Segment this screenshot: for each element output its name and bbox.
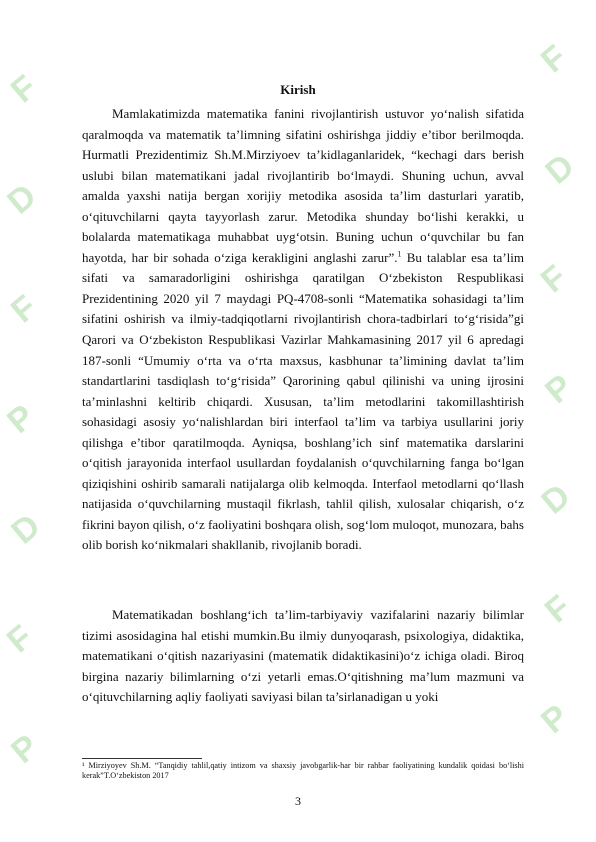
watermark-letter: F [533,37,575,81]
watermark-letter: P [538,367,580,411]
watermark-letter: F [0,617,41,661]
watermark-letter: F [3,287,45,331]
watermark-letter: P [0,397,42,441]
body-paragraph-2: Matematikadan boshlang‘ich ta’lim-tarbiyaviy vazifalarini nazariy bilimlar tizimi asosidagina hal etishi mumkin.Bu ilmiy dunyoqarash, psixologiya, didaktika, matematikani o‘qitish nazariyasini (matematik didaktikasini)o‘z ichiga oladi. Biroq birgina nazariy bilimlarning o‘zi yetarli emas.O‘qitishning ma’lum mazmuni va o‘qituvchilarning aqliy faoliyati saviyasi bilan ta’sirlanadigan u yoki [82,607,524,705]
body-paragraph-1 [82,104,524,556]
watermark-letter: D [538,146,582,192]
watermark-right [533,0,596,842]
footnote-divider [82,758,202,759]
footnote-reference[interactable]: 1 [397,249,402,259]
watermark-letter: D [4,506,48,552]
watermark-letter: P [534,697,576,741]
watermark-letter: F [537,587,579,631]
section-title: Kirish [280,82,316,97]
footnote: ¹ Mirziyoyev Sh.M. “Tanqidiy tahlil,qatiy intizom va shaxsiy javobgarlik-har bir rahbar faoliyatining kundalik qoidasi bo‘lishi kerak”T.O‘zbekiston 2017 [82,761,524,780]
page-number: 3 [295,794,301,808]
watermark-letter: F [533,257,575,301]
watermark-letter: D [534,476,578,522]
watermark-letter: P [4,727,46,771]
paragraph-text: Bu talablar esa ta’lim sifati va samaradorligini oshirishga qaratilgan O‘zbekiston Respublikasi Prezidentining 2020 yil 7 maydagi PQ-4708-sonli “Matematika sohasidagi ta’lim sifatini oshirish va ilmiy-tadqiqotlarni rivojlantirish chora-tadbirlari to‘g‘risida”gi Qarori va O‘zbekiston Respublikasi Vazirlar Mahkamasining 2017 yil 6 apredagi 187-sonli “Umumiy o‘rta va o‘rta maxsus, kasbhunar ta’limining davlat ta’lim standartlarini tasdiqlash to‘g‘risida” Qarorining qabul qilinishi va uning ijrosini ta’minlashni keltirib chiqardi. Xususan, ta’lim metodlarini takomillashtirish sohasidagi asosiy yo‘nalishlardan biri interfaol ta’lim va tarbiya usullarini joriy qilishga e’tibor qaratilmoqda. Ayniqsa, boshlang’ich sinf matematika darslarini o‘qitish jarayonida interfaol usullardan foydalanish o‘quvchilarning fanga bo‘lgan qiziqishini oshirib samarali natijalarga olib kelmoqda. Interfaol metodlarni qo‘llash natijasida o‘quvchilarning mustaqil fikrlash, tahlil qilish, xulosalar chiqarish, o‘z fikrini bayon qilish, o‘z faoliyatini boshqara olish, sog‘lom muloqot, munozara, bahs olib borish ko‘nikmalari shakllanib, rivojlanib boradi. [82,249,524,553]
watermark-left [0,0,60,842]
watermark-letter: F [3,67,45,111]
paragraph-text: Mamlakatimizda matematika fanini rivojlantirish ustuvor yo‘nalish sifatida qaralmoqda va matematik ta’limning sifatini oshirishga jiddiy e’tibor berilmoqda. Hurmatli Prezidentimiz Sh.M.Mirziyoev ta’kidlaganlaridek, “kechagi dars berish uslubi bilan matematikani jadal rivojlantirib bo‘lmaydi. Shuning uchun, avval amalda yaxshi natija bergan xorijiy metodika asosida ta’lim dasturlari yaratib, o‘qituvchilarni qayta tayyorlash zarur. Metodika shunday bo‘lishi kerakki, u bolalarda matematikaga muhabbat uyg‘otsin. Buning uchun o‘quvchilar bu fan hayotda, har bir sohada o‘ziga kerakligini anglashi zarur”. [82,106,524,265]
watermark-letter: D [0,176,44,222]
